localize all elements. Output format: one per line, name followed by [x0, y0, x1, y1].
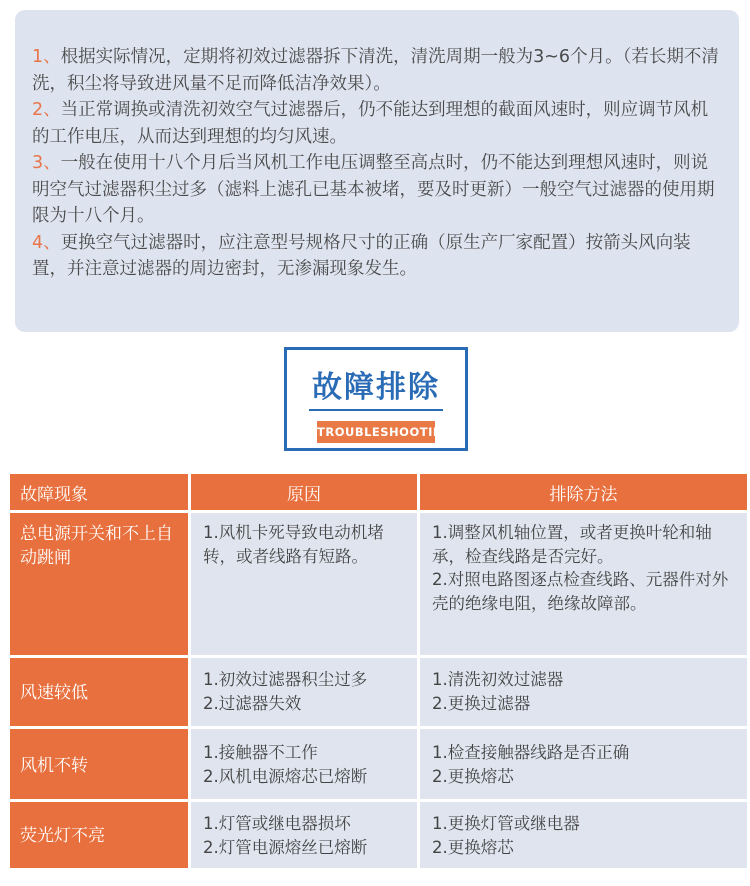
cause-line: 2.过滤器失效 [203, 693, 302, 713]
cause-line: 1.接触器不工作 [203, 743, 318, 762]
cause-cell [191, 729, 417, 799]
note-item [32, 150, 723, 230]
note-number: 2、 [32, 100, 61, 120]
table-row [10, 513, 747, 655]
cause-line: 1.初效过滤器积尘过多 [203, 670, 368, 689]
table-row [10, 802, 747, 868]
fix-line: 1.检查接触器线路是否正确 [432, 743, 630, 762]
fix-cell [420, 802, 747, 868]
note-number: 1、 [32, 47, 61, 67]
cause-line: 1.风机卡死导致电动机堵转，或者线路有短路。 [203, 523, 384, 566]
fix-line: 1.更换灯管或继电器 [432, 814, 580, 833]
table-row [10, 729, 747, 799]
section-badge [284, 347, 468, 451]
fix-line: 1.调整风机轴位置，或者更换叶轮和轴承，检查线路是否完好。 [432, 523, 712, 566]
cause-cell [191, 802, 417, 868]
section-title: 故障排除 [312, 370, 440, 405]
note-number: 4、 [32, 232, 61, 253]
note-text: 一般在使用十八个月后当风机工作电压调整至高点时，仍不能达到理想风速时，则说明空气过滤器积尘过多（滤料上滤孔已基本被堵，要及时更新）一般空气过滤器的使用期限为十八个月。 [32, 153, 715, 226]
header-cause: 原因 [191, 474, 417, 510]
symptom-cell: 总电源开关和不上自动跳闸 [10, 513, 188, 655]
fix-line: 1.清洗初效过滤器 [432, 670, 564, 689]
fix-line: 2.更换熔芯 [432, 837, 514, 857]
symptom-cell: 风速较低 [10, 658, 188, 726]
fix-line: 2.更换熔芯 [432, 766, 514, 786]
note-text: 当正常调换或清洗初效空气过滤器后，仍不能达到理想的截面风速时，则应调节风机的工作电压，从而达到理想的均匀风速。 [32, 100, 709, 147]
note-number: 3、 [32, 153, 61, 173]
note-item [32, 97, 723, 150]
symptom-cell: 风机不转 [10, 729, 188, 799]
cause-line: 1.灯管或继电器损坏 [203, 814, 351, 833]
fix-line: 2.对照电路图逐点检查线路、元器件对外壳的绝缘电阻，绝缘故障部。 [432, 570, 729, 613]
header-symptom: 故障现象 [10, 474, 188, 510]
fix-cell [420, 729, 747, 799]
cause-cell [191, 513, 417, 655]
fix-line: 2.更换过滤器 [432, 693, 531, 713]
troubleshooting-table [7, 471, 750, 871]
note-item [32, 44, 723, 97]
table-row [10, 658, 747, 726]
note-item [32, 230, 723, 283]
title-divider [309, 409, 443, 411]
maintenance-notes-panel [15, 10, 739, 332]
note-text: 更换空气过滤器时，应注意型号规格尺寸的正确（原生产厂家配置）按箭头风向装置，并注意过滤器的周边密封，无渗漏现象发生。 [32, 232, 691, 279]
fix-cell [420, 658, 747, 726]
table-header-row [10, 474, 747, 510]
symptom-cell: 荧光灯不亮 [10, 802, 188, 868]
header-fix: 排除方法 [420, 474, 747, 510]
fix-cell [420, 513, 747, 655]
note-text: 根据实际情况，定期将初效过滤器拆下清洗，清洗周期一般为3~6个月。（若长期不清洗，积尘将导致进风量不足而降低洁净效果）。 [32, 47, 719, 94]
cause-line: 2.灯管电源熔丝已熔断 [203, 837, 368, 857]
section-subtitle: TROUBLESHOOTING [317, 421, 435, 443]
cause-line: 2.风机电源熔芯已熔断 [203, 766, 368, 786]
cause-cell [191, 658, 417, 726]
